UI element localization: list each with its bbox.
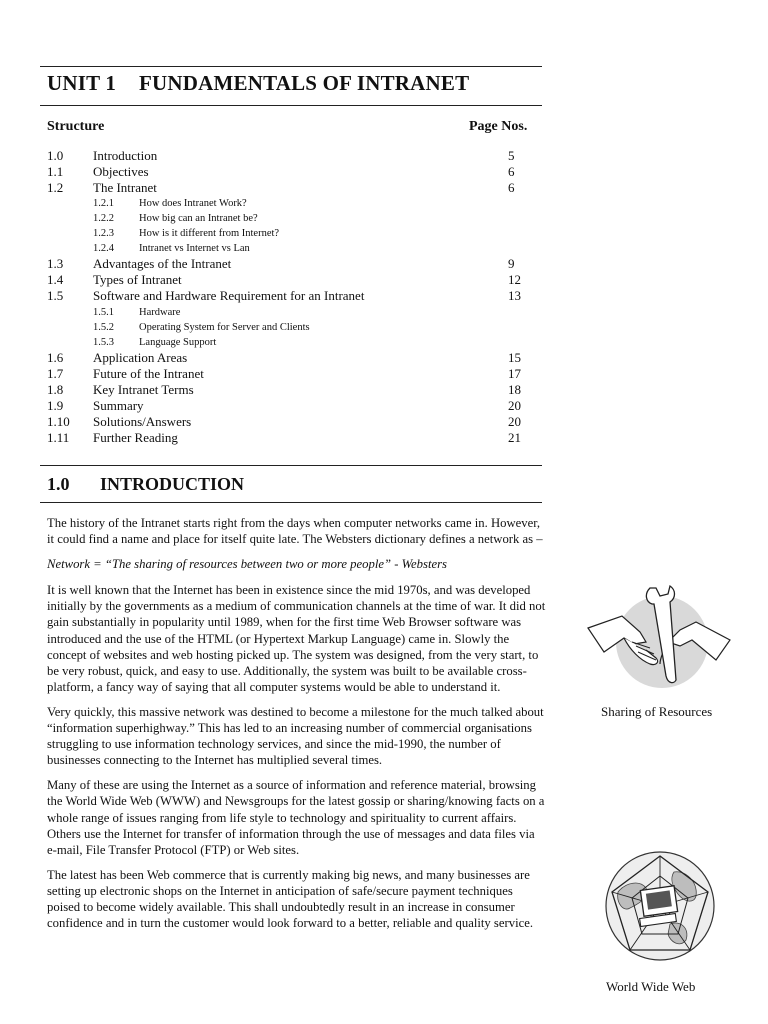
unit-heading bbox=[47, 71, 469, 96]
toc-entry bbox=[47, 272, 537, 288]
structure-heading: Structure bbox=[47, 119, 105, 134]
paragraph: The latest has been Web commerce that is currently making big news, and many businesses are setting up electronic shops on the Internet in anticipation of safe/secure payment techniques poised to become widely available. This shall undoubtedly result in an increase in consumer confidence and in turn the customer would look forward to a better, reliable and quality service. bbox=[47, 867, 534, 931]
toc-entry-page: 13 bbox=[508, 288, 521, 304]
toc-entry-number: 1.10 bbox=[47, 413, 70, 429]
paragraph: Many of these are using the Internet as a source of information and reference material, browsing the World Wide Web (WWW) and Newsgroups for the latest gossip or sharing/knowing facts on a whole range of issues ranging from life style to technology and spirituality to current affairs. Others use the Internet for transfer of information through the use of messages and data files via e-mail, File Transfer Protocol (FTP) or Web sites. bbox=[47, 778, 545, 857]
toc-entry-title: How is it different from Internet? bbox=[139, 228, 280, 240]
toc-entry-title: Future of the Intranet bbox=[93, 365, 204, 381]
toc-entry-page: 15 bbox=[508, 349, 521, 365]
section-top-rule bbox=[40, 465, 542, 466]
toc-entry-number: 1.2 bbox=[47, 180, 64, 196]
toc-entry-page: 12 bbox=[508, 272, 521, 288]
toc-entry-title: The Intranet bbox=[93, 180, 157, 196]
figure-caption: Sharing of Resources bbox=[601, 704, 713, 719]
toc-entry-number: 1.5.1 bbox=[93, 306, 114, 318]
toc-entry-number: 1.1 bbox=[47, 164, 64, 180]
toc-entry-title: Application Areas bbox=[93, 349, 188, 365]
toc-entry bbox=[47, 350, 537, 366]
figure-caption: World Wide Web bbox=[606, 979, 696, 994]
toc-entry-title: Key Intranet Terms bbox=[93, 381, 194, 397]
toc-entry-number: 1.5.3 bbox=[93, 336, 114, 348]
top-rule bbox=[40, 66, 542, 67]
handshake-wrench-icon bbox=[584, 580, 734, 700]
toc-entry bbox=[47, 180, 537, 196]
page-nos-heading: Page Nos. bbox=[469, 119, 528, 134]
unit-heading-rule bbox=[40, 105, 542, 106]
toc-entry-number: 1.5 bbox=[47, 288, 64, 304]
toc-entry-number: 1.3 bbox=[47, 256, 64, 272]
section-number: 1.0 bbox=[47, 474, 70, 494]
toc-entry-page: 17 bbox=[508, 365, 521, 381]
toc-entry bbox=[47, 382, 537, 398]
toc-entry-title: Introduction bbox=[93, 148, 158, 163]
toc-entry bbox=[47, 414, 537, 430]
unit-title: FUNDAMENTALS OF INTRANET bbox=[139, 71, 470, 95]
paragraph: The history of the Intranet starts right from the days when computer networks came in. However, it could find a name and place for itself quite late. The Websters dictionary defines a network as – bbox=[47, 516, 543, 547]
toc-entry bbox=[47, 241, 537, 256]
body-text bbox=[47, 515, 547, 940]
toc-entry-number: 1.0 bbox=[47, 148, 64, 163]
toc-entry-page: 20 bbox=[508, 413, 521, 429]
toc-entry bbox=[47, 305, 537, 320]
toc-entry bbox=[47, 320, 537, 335]
toc-entry-title: How big can an Intranet be? bbox=[139, 213, 258, 225]
toc-entry-title: Advantages of the Intranet bbox=[93, 256, 232, 272]
toc-entry-title: Further Reading bbox=[93, 430, 178, 446]
sharing-resources-figure bbox=[584, 580, 734, 700]
toc-entry-title: Language Support bbox=[139, 336, 217, 348]
toc-entry-number: 1.2.2 bbox=[93, 213, 114, 225]
globe-web-icon bbox=[590, 842, 730, 970]
toc-entry-number: 1.11 bbox=[47, 430, 70, 446]
toc-entry bbox=[47, 256, 537, 272]
unit-number: UNIT 1 bbox=[47, 71, 117, 95]
toc-entry-title: Types of Intranet bbox=[93, 272, 182, 288]
section-heading bbox=[47, 474, 244, 495]
toc-entry-title: Summary bbox=[93, 397, 144, 413]
toc-entry-page: 6 bbox=[508, 164, 515, 180]
toc-entry bbox=[47, 398, 537, 414]
toc-entry-number: 1.5.2 bbox=[93, 321, 114, 333]
toc-entry-title: Intranet vs Internet vs Lan bbox=[139, 243, 250, 255]
toc-entry bbox=[47, 366, 537, 382]
toc-entry-page: 18 bbox=[508, 381, 521, 397]
toc-entry-page: 21 bbox=[508, 430, 521, 446]
world-wide-web-figure bbox=[590, 842, 730, 970]
toc-entry-page: 20 bbox=[508, 397, 521, 413]
toc-entry-number: 1.2.1 bbox=[93, 198, 114, 210]
toc-entry-title: Hardware bbox=[139, 306, 181, 318]
toc-entry-title: Software and Hardware Requirement for an Intranet bbox=[93, 288, 365, 304]
paragraph: It is well known that the Internet has been in existence since the mid 1970s, and was developed initially by the governments as a medium of communication channels at the time of war. It did not gain substantially in popularity until 1989, when for the first time Web Browser software was introduced and the use of the HTML (or Hypertext Markup Language) came in. Slowly the concept of websites and web hosting picked up. The system was designed, from the very start, to be very robust, quick, and easy to use. Additionally, the system was built to be available cross-platform, a fancy way of saying that all computer systems would be able to understand it. bbox=[47, 583, 546, 694]
paragraph: Very quickly, this massive network was destined to become a milestone for the much talked about “information superhighway.” This has led to an increasing number of commercial organisations struggling to use information technology services, and since the mid-1990, the number of businesses connecting to the Internet has multiplied several times. bbox=[47, 704, 544, 768]
toc-entry-number: 1.8 bbox=[47, 381, 64, 397]
toc-entry-number: 1.4 bbox=[47, 272, 64, 288]
toc-entry-number: 1.6 bbox=[47, 349, 64, 365]
section-bottom-rule bbox=[40, 502, 542, 503]
toc-entry-number: 1.2.3 bbox=[93, 228, 114, 240]
toc-entry-title: Solutions/Answers bbox=[93, 413, 192, 429]
toc-entry bbox=[47, 226, 537, 241]
toc-entry bbox=[47, 148, 537, 164]
toc-entry-number: 1.9 bbox=[47, 397, 64, 413]
toc-entry bbox=[47, 335, 537, 350]
toc-entry-title: Operating System for Server and Clients bbox=[139, 321, 310, 333]
toc-entry bbox=[47, 288, 537, 304]
table-of-contents bbox=[47, 148, 537, 446]
toc-entry-title: Objectives bbox=[93, 164, 149, 180]
toc-entry-title: How does Intranet Work? bbox=[139, 198, 247, 210]
toc-entry-number: 1.2.4 bbox=[93, 243, 114, 255]
toc-entry bbox=[47, 430, 537, 446]
toc-entry-page: 9 bbox=[508, 256, 515, 272]
toc-entry bbox=[47, 211, 537, 226]
definition-quote: Network = “The sharing of resources between two or more people” - Websters bbox=[47, 557, 447, 572]
section-title: INTRODUCTION bbox=[100, 474, 245, 494]
toc-entry bbox=[47, 196, 537, 211]
toc-entry-page: 5 bbox=[508, 148, 515, 163]
toc-entry-number: 1.7 bbox=[47, 365, 64, 381]
toc-entry bbox=[47, 164, 537, 180]
toc-entry-page: 6 bbox=[508, 180, 515, 196]
